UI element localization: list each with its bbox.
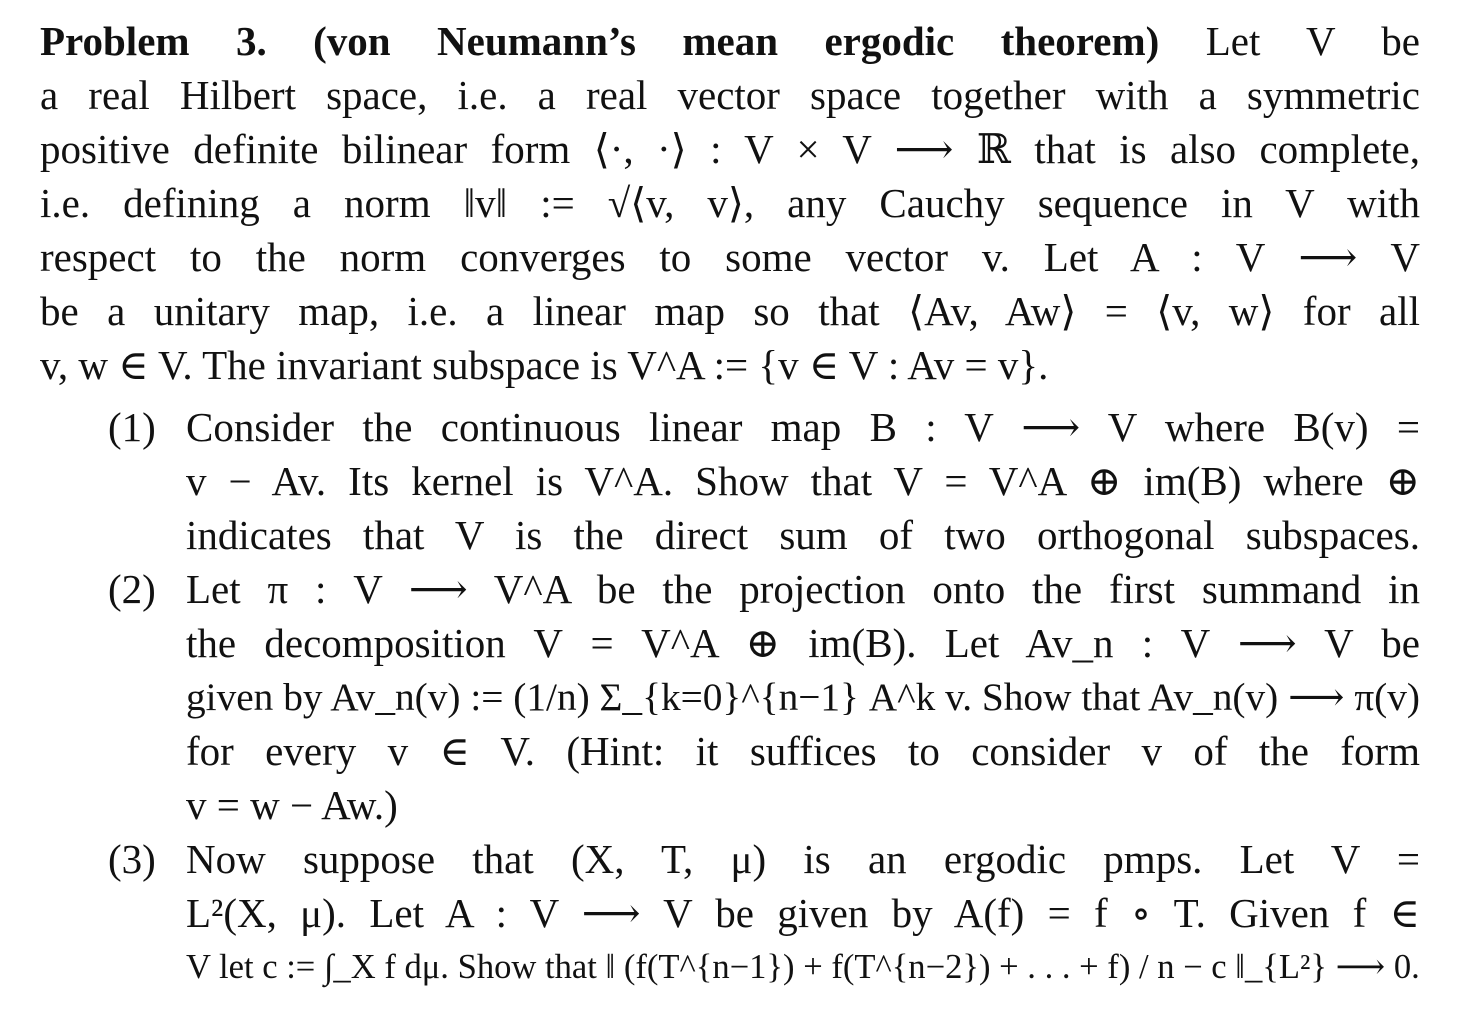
subproblem-2 — [40, 562, 1420, 832]
subproblem-number: (1) — [108, 404, 156, 450]
problem-heading: Problem 3. (von Neumann’s mean ergodic theorem) — [40, 18, 1160, 64]
problem-intro-line: v, w ∈ V. The invariant subspace is V^A := {v ∈ V : Av = v}. — [40, 342, 1049, 388]
subproblem-number: (3) — [108, 836, 156, 882]
subproblem-number: (2) — [108, 566, 156, 612]
subproblem-line: for every v ∈ V. (Hint: it suffices to consider v of the form — [186, 728, 1420, 774]
problem-intro-line: positive definite bilinear form ⟨·, ·⟩ : V × V ⟶ ℝ that is also complete, — [40, 126, 1420, 172]
subproblem-line: the decomposition V = V^A ⊕ im(B). Let Av_n : V ⟶ V be — [186, 620, 1420, 666]
subproblem-line: given by Av_n(v) := (1/n) Σ_{k=0}^{n−1} A^k v. Show that Av_n(v) ⟶ π(v) — [186, 675, 1420, 719]
subproblem-line: Consider the continuous linear map B : V ⟶ V where B(v) = — [186, 404, 1420, 450]
subproblem-body — [186, 562, 1420, 832]
problem-statement — [40, 14, 1420, 392]
problem-intro-line: i.e. defining a norm ‖v‖ := √⟨v, v⟩, any Cauchy sequence in V with — [40, 180, 1420, 226]
subproblem-line: v − Av. Its kernel is V^A. Show that V = V^A ⊕ im(B) where ⊕ — [186, 458, 1420, 504]
subproblem-line: L²(X, μ). Let A : V ⟶ V be given by A(f) = f ∘ T. Given f ∈ — [186, 890, 1420, 936]
problem-line-1 — [40, 14, 1420, 68]
subproblem-line: v = w − Aw.) — [186, 782, 398, 828]
subproblem-line: V let c := ∫_X f dμ. Show that ‖ (f(T^{n−1}) + f(T^{n−2}) + . . . + f) / n − c ‖_{L²} ⟶ 0. — [186, 948, 1420, 986]
subproblem-line: indicates that V is the direct sum of two orthogonal subspaces. — [186, 512, 1420, 558]
problem-intro-line: Let V be — [1205, 18, 1420, 64]
subproblem-line: Now suppose that (X, T, μ) is an ergodic pmps. Let V = — [186, 836, 1420, 882]
problem-intro-line: respect to the norm converges to some vector v. Let A : V ⟶ V — [40, 234, 1420, 280]
subproblem-list — [40, 400, 1420, 994]
subproblem-line: Let π : V ⟶ V^A be the projection onto the first summand in — [186, 566, 1420, 612]
subproblem-body — [186, 832, 1420, 994]
problem-intro-line: be a unitary map, i.e. a linear map so that ⟨Av, Aw⟩ = ⟨v, w⟩ for all — [40, 288, 1420, 334]
subproblem-3 — [40, 832, 1420, 994]
problem-intro-line: a real Hilbert space, i.e. a real vector space together with a symmetric — [40, 72, 1420, 118]
subproblem-1 — [40, 400, 1420, 562]
subproblem-body — [186, 400, 1420, 562]
